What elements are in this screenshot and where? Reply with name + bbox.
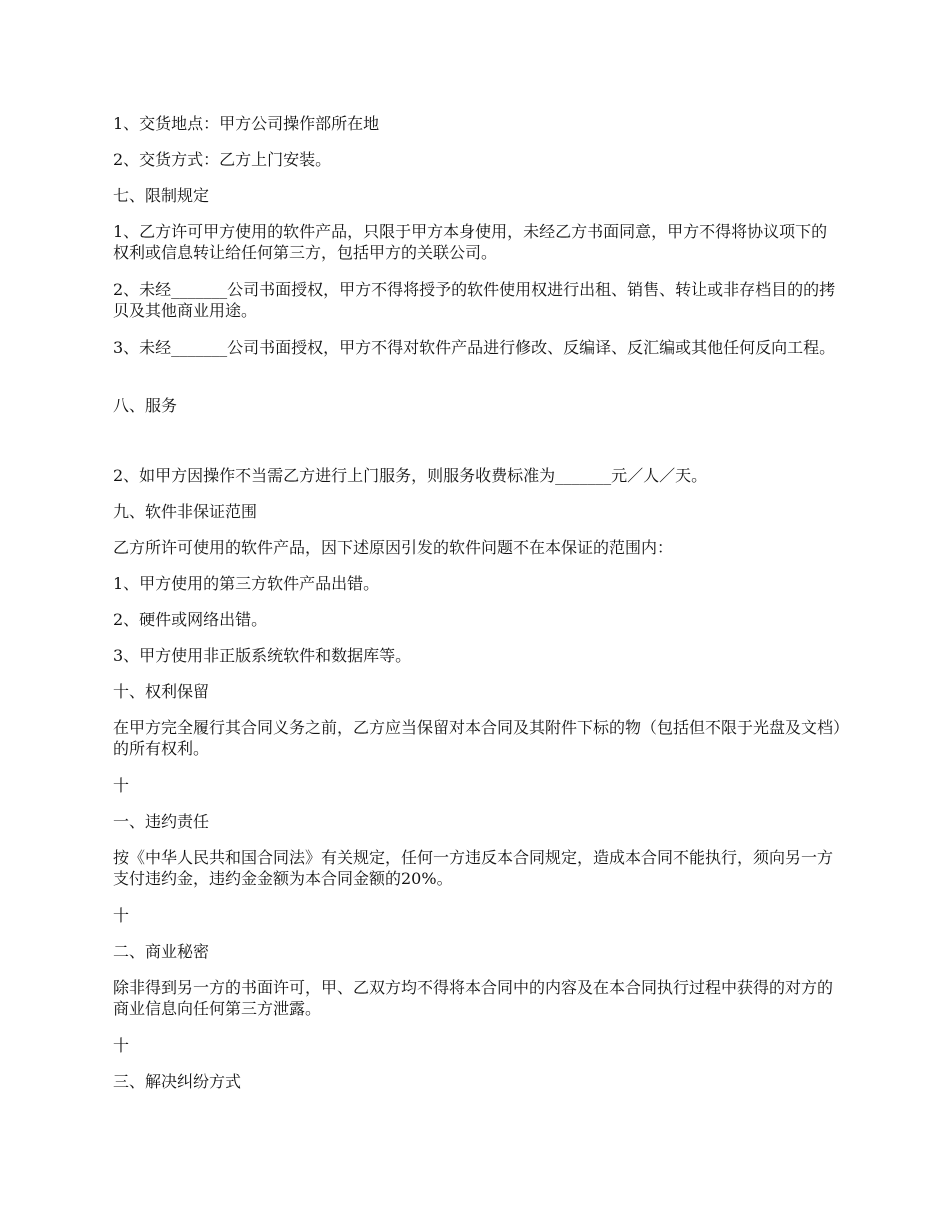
- section-heading-trade-secrets: 二、商业秘密: [113, 942, 210, 961]
- delivery-method: 2、交货方式：乙方上门安装。: [113, 150, 332, 169]
- section-heading-service: 八、服务: [113, 396, 178, 415]
- section-heading-non-warranty: 九、软件非保证范围: [113, 502, 258, 521]
- section-heading-restrictions: 七、限制规定: [113, 186, 210, 205]
- breach-clause: 按《中华人民共和国合同法》有关规定，任何一方违反本合同规定，造成本合同不能执行，须向另一方支付违约金，违约金金额为本合同金额的20%。: [113, 848, 834, 888]
- section-number-12: 十: [113, 906, 130, 925]
- delivery-location: 1、交货地点：甲方公司操作部所在地: [113, 114, 380, 133]
- non-warranty-item-3: 3、甲方使用非正版系统软件和数据库等。: [113, 646, 412, 665]
- non-warranty-item-1: 1、甲方使用的第三方软件产品出错。: [113, 574, 380, 593]
- section-number-13: 十: [113, 1036, 130, 1055]
- section-heading-breach: 一、违约责任: [113, 812, 210, 831]
- service-clause-2: 2、如甲方因操作不当需乙方进行上门服务，则服务收费标准为_______元／人／天。: [113, 466, 708, 485]
- rights-reserved-clause: 在甲方完全履行其合同义务之前，乙方应当保留对本合同及其附件下标的物（包括但不限于光盘及文档）的所有权利。: [113, 718, 842, 758]
- restriction-clause-3: 3、未经_______公司书面授权，甲方不得对软件产品进行修改、反编译、反汇编或其他任何反向工程。: [113, 338, 836, 357]
- trade-secrets-clause: 除非得到另一方的书面许可，甲、乙双方均不得将本合同中的内容及在本合同执行过程中获得的对方的商业信息向任何第三方泄露。: [113, 978, 834, 1018]
- restriction-clause-2: 2、未经_______公司书面授权，甲方不得将授予的软件使用权进行出租、销售、转让或非存档目的的拷贝及其他商业用途。: [113, 280, 836, 320]
- section-number-11: 十: [113, 776, 130, 795]
- non-warranty-item-2: 2、硬件或网络出错。: [113, 610, 268, 629]
- section-heading-rights-reserved: 十、权利保留: [113, 682, 210, 701]
- non-warranty-intro: 乙方所许可使用的软件产品，因下述原因引发的软件问题不在本保证的范围内：: [113, 538, 674, 557]
- section-heading-dispute-resolution: 三、解决纠纷方式: [113, 1072, 242, 1091]
- restriction-clause-1: 1、乙方许可甲方使用的软件产品，只限于甲方本身使用，未经乙方书面同意，甲方不得将协议项下的权利或信息转让给任何第三方，包括甲方的关联公司。: [113, 222, 828, 262]
